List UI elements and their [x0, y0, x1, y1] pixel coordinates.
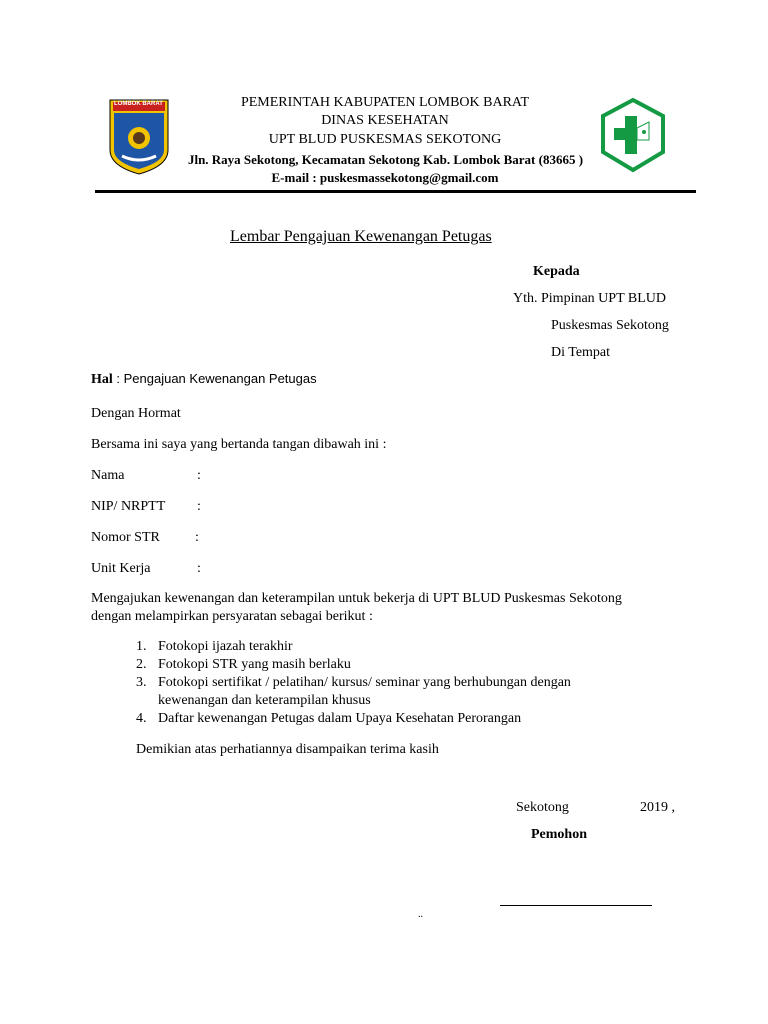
field-label-nama: Nama [91, 468, 125, 483]
header-email: E-mail : puskesmassekotong@gmail.com [271, 170, 499, 185]
field-label-nip: NIP/ NRPTT [91, 499, 166, 514]
list-number: 1. [136, 639, 147, 654]
sign-year: 2019 , [640, 800, 675, 815]
header-line-1: PEMERINTAH KABUPATEN LOMBOK BARAT [240, 95, 530, 110]
list-number: 2. [136, 657, 147, 672]
list-item: kewenangan dan keterampilan khusus [158, 693, 371, 708]
subject-label: Hal [91, 372, 113, 387]
closing-text: Demikian atas perhatiannya disampaikan terima kasih [136, 742, 439, 757]
field-label-str: Nomor STR [91, 530, 160, 545]
page-title: Lembar Pengajuan Kewenangan Petugas [230, 228, 492, 245]
field-colon-nip: : [197, 499, 201, 514]
salutation: Dengan Hormat [91, 406, 181, 421]
field-colon-str: : [195, 530, 199, 545]
field-label-unit: Unit Kerja [91, 561, 151, 576]
list-number: 4. [136, 711, 147, 726]
recipient-line-2: Puskesmas Sekotong [551, 318, 669, 333]
field-colon-nama: : [197, 468, 201, 483]
puskesmas-cross-logo-icon [597, 94, 669, 176]
recipient-line-1: Yth. Pimpinan UPT BLUD [513, 291, 666, 306]
header-line-3: UPT BLUD PUSKESMAS SEKOTONG [268, 132, 502, 147]
header-address: Jln. Raya Sekotong, Kecamatan Sekotong Kab. Lombok Barat (83665 ) [187, 152, 584, 167]
field-colon-unit: : [197, 561, 201, 576]
left-logo-text: LOMBOK BARAT [114, 101, 163, 107]
lombok-barat-emblem-icon [108, 98, 170, 176]
subject-line [91, 371, 317, 388]
signature-dots: .. [418, 909, 423, 920]
header-divider [95, 190, 696, 193]
recipient-line-3: Di Tempat [551, 345, 611, 360]
list-item: Fotokopi sertifikat / pelatihan/ kursus/ seminar yang berhubungan dengan [158, 675, 571, 690]
body-line-2: dengan melampirkan persyaratan sebagai berikut : [91, 609, 373, 624]
list-item: Daftar kewenangan Petugas dalam Upaya Kesehatan Perorangan [158, 711, 522, 726]
body-line-1: Mengajukan kewenangan dan keterampilan untuk bekerja di UPT BLUD Puskesmas Sekotong [91, 591, 622, 606]
pemohon-label: Pemohon [531, 827, 587, 842]
intro-text: Bersama ini saya yang bertanda tangan dibawah ini : [91, 437, 387, 452]
signature-line [500, 905, 652, 906]
header-line-2: DINAS KESEHATAN [321, 113, 449, 128]
list-number: 3. [136, 675, 147, 690]
list-item: Fotokopi ijazah terakhir [158, 639, 293, 654]
list-item: Fotokopi STR yang masih berlaku [158, 657, 351, 672]
sign-place: Sekotong [516, 800, 569, 815]
kepada-label: Kepada [533, 264, 580, 279]
subject-text: : Pengajuan Kewenangan Petugas [112, 371, 317, 386]
